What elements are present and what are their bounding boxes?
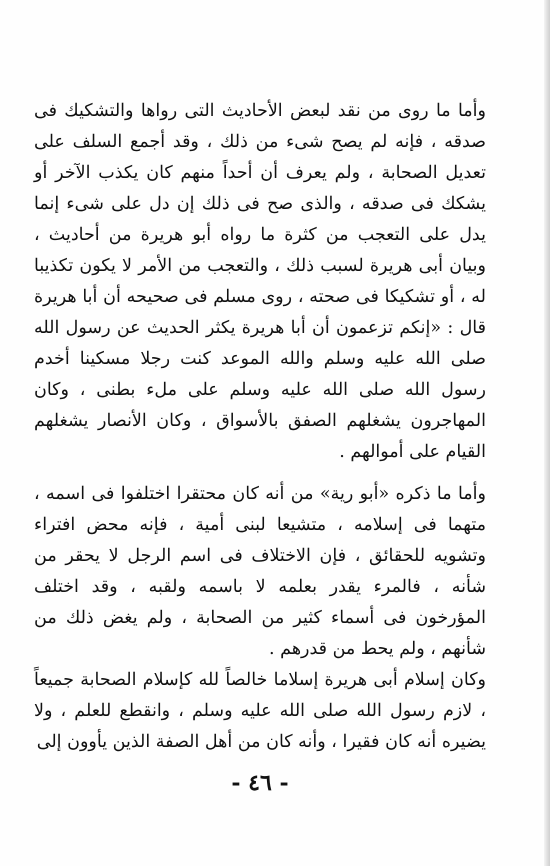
paragraph-text: وأما ما ذكره «أبو رية» من أنه كان محتقرا اختلفوا فى اسمه ، متهما فى إسلامه ، متشيعا لبنى أمية ، فإنه محض افتراء وتشويه للحقائق ، فإن الاختلاف فى اسم الرجل لا يحقر من شأنه ، فالمرء يقدر بعلمه لا باسمه ولقبه ، وقد اختلف المؤرخون فى أسماء كثير من الصحابة ، ولم يغض ذلك من شأنهم ، ولم يحط من قدرهم . bbox=[34, 484, 486, 659]
paragraph-1 bbox=[34, 96, 486, 468]
page-edge-shadow bbox=[544, 0, 550, 866]
paragraph-text: وأما ما روى من نقد لبعض الأحاديث التى رواها والتشكيك فى صدقه ، فإنه لم يصح شىء من ذلك ، وقد أجمع السلف على تعديل الصحابة ، ولم يعرف أن أحداً منهم كان يكذب الآخر أو يشكك فى صدقه ، والذى صح فى ذلك إن دل على شىء إنما يدل على التعجب من كثرة ما رواه أبو هريرة من أحاديث ، وبيان أبى هريرة لسبب ذلك ، والتعجب من الأمر لا يكون تكذيبا له ، أو تشكيكا فى صحته ، روى مسلم فى صحيحه أن أبا هريرة قال : «إنكم تزعمون أن أبا هريرة يكثر الحديث عن رسول الله صلى الله عليه وسلم والله الموعد كنت رجلا مسكينا أخدم رسول الله صلى الله عليه وسلم على ملء بطنى ، وكان المهاجرون يشغلهم الصفق بالأسواق ، وكان الأنصار يشغلهم القيام على أموالهم . bbox=[34, 101, 486, 462]
page-number: - ٤٦ - bbox=[231, 770, 289, 796]
paragraph-text: وكان إسلام أبى هريرة إسلاما خالصاً لله كإسلام الصحابة جميعاً ، لازم رسول الله صلى الله عليه وسلم ، وانقطع للعلم ، ولا يضيره أنه كان فقيرا ، وأنه كان من أهل الصفة الذين يأوون إلى bbox=[34, 670, 486, 752]
paragraph-2 bbox=[34, 479, 486, 665]
paragraph-3 bbox=[34, 665, 486, 758]
